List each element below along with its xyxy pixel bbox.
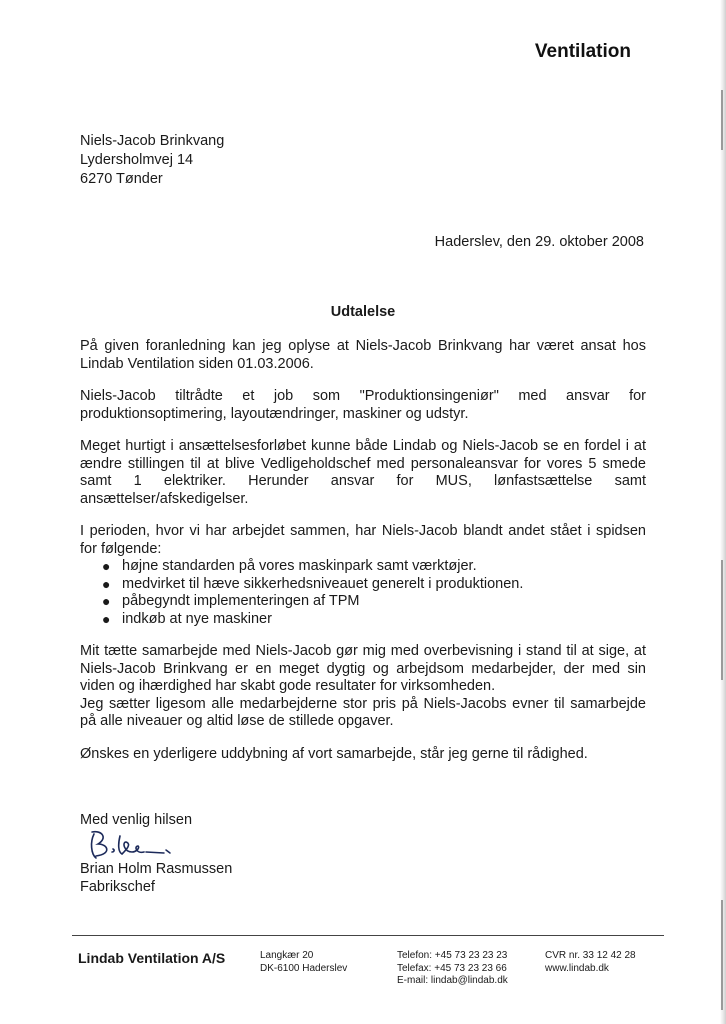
footer-email: E-mail: lindab@lindab.dk xyxy=(397,975,508,986)
body-paragraph: Ønskes en yderligere uddybning af vort samarbejde, står jeg gerne til rådighed. xyxy=(80,745,588,762)
body-paragraph: Meget hurtigt i ansættelsesforløbet kunne både Lindab og Niels-Jacob se en fordel i at ændre stillingen til at blive Vedligeholdschef med personaleansvar for vores 5 smede samt 1 elektriker. Herunder ansvar for MUS, lønfastsættelse samt ansættelser/afskedigelser. xyxy=(80,438,646,507)
bullet-icon: ● xyxy=(102,593,111,609)
list-item-text: højne standarden på vores maskinpark samt værktøjer. xyxy=(122,558,477,574)
scan-artifact xyxy=(721,900,723,1010)
signer-name: Brian Holm Rasmussen xyxy=(80,861,233,877)
body-paragraph: På given foranledning kan jeg oplyse at Niels-Jacob Brinkvang har været ansat hos Lindab Ventilation siden 01.03.2006. xyxy=(80,338,646,372)
recipient-address xyxy=(80,132,224,189)
body-paragraph: I perioden, hvor vi har arbejdet sammen, har Niels-Jacob blandt andet stået i spidsen for følgende: xyxy=(80,523,646,557)
body-paragraph: Jeg sætter ligesom alle medarbejderne stor pris på Niels-Jacobs evner til samarbejde på alle niveauer og altid løse de stillede opgaver. xyxy=(80,695,646,729)
bullet-icon: ● xyxy=(102,575,111,592)
footer-registration xyxy=(545,950,636,975)
list-item-text: indkøb at nye maskiner xyxy=(122,610,272,627)
date-line: Haderslev, den 29. oktober 2008 xyxy=(434,234,644,250)
signer-title: Fabrikschef xyxy=(80,879,155,895)
recipient-street: Lydersholmvej 14 xyxy=(80,152,194,168)
footer-address xyxy=(260,950,347,975)
footer-cvr: CVR nr. 33 12 42 28 xyxy=(545,950,636,961)
recipient-city: 6270 Tønder xyxy=(80,171,163,187)
footer-phone: Telefon: +45 73 23 23 23 xyxy=(397,950,508,961)
list-item-text: medvirket til hæve sikkerhedsniveauet generelt i produktionen. xyxy=(122,575,524,592)
scan-artifact xyxy=(721,560,723,680)
bullet-icon: ● xyxy=(102,558,111,574)
list-item xyxy=(80,576,646,594)
letter-body xyxy=(80,338,646,778)
footer-fax: Telefax: +45 73 23 23 66 xyxy=(397,962,507,974)
achievement-list xyxy=(80,558,646,628)
list-item xyxy=(80,593,646,611)
footer-contact xyxy=(397,950,508,988)
bullet-icon: ● xyxy=(102,610,111,627)
body-paragraph: Mit tætte samarbejde med Niels-Jacob gør mig med overbevisning i stand til at sige, at Niels-Jacob Brinkvang er en meget dygtig og arbejdsom medarbejder, der med sin viden og ihærdighed har skabt gode resultater for virksomheden. xyxy=(80,643,646,694)
letter-subject: Udtalelse xyxy=(330,304,396,320)
list-item xyxy=(80,611,646,629)
department-heading: Ventilation xyxy=(534,41,631,62)
footer-company-name: Lindab Ventilation A/S xyxy=(78,950,226,966)
footer-divider xyxy=(72,935,664,936)
signer-block xyxy=(80,860,232,896)
list-item xyxy=(80,558,646,576)
footer-website: www.lindab.dk xyxy=(545,962,609,974)
scan-artifact xyxy=(721,90,723,150)
list-item-text: påbegyndt implementeringen af TPM xyxy=(122,593,360,609)
body-paragraph: Niels-Jacob tiltrådte et job som "Produktionsingeniør" med ansvar for produktionsoptimering, layoutændringer, maskiner og udstyr. xyxy=(80,388,646,422)
closing-greeting: Med venlig hilsen xyxy=(80,812,193,828)
footer-address-line: Langkær 20 xyxy=(260,950,314,961)
footer-address-line: DK-6100 Haderslev xyxy=(260,962,348,974)
scan-edge-shadow xyxy=(720,0,726,1024)
recipient-name: Niels-Jacob Brinkvang xyxy=(80,133,225,149)
